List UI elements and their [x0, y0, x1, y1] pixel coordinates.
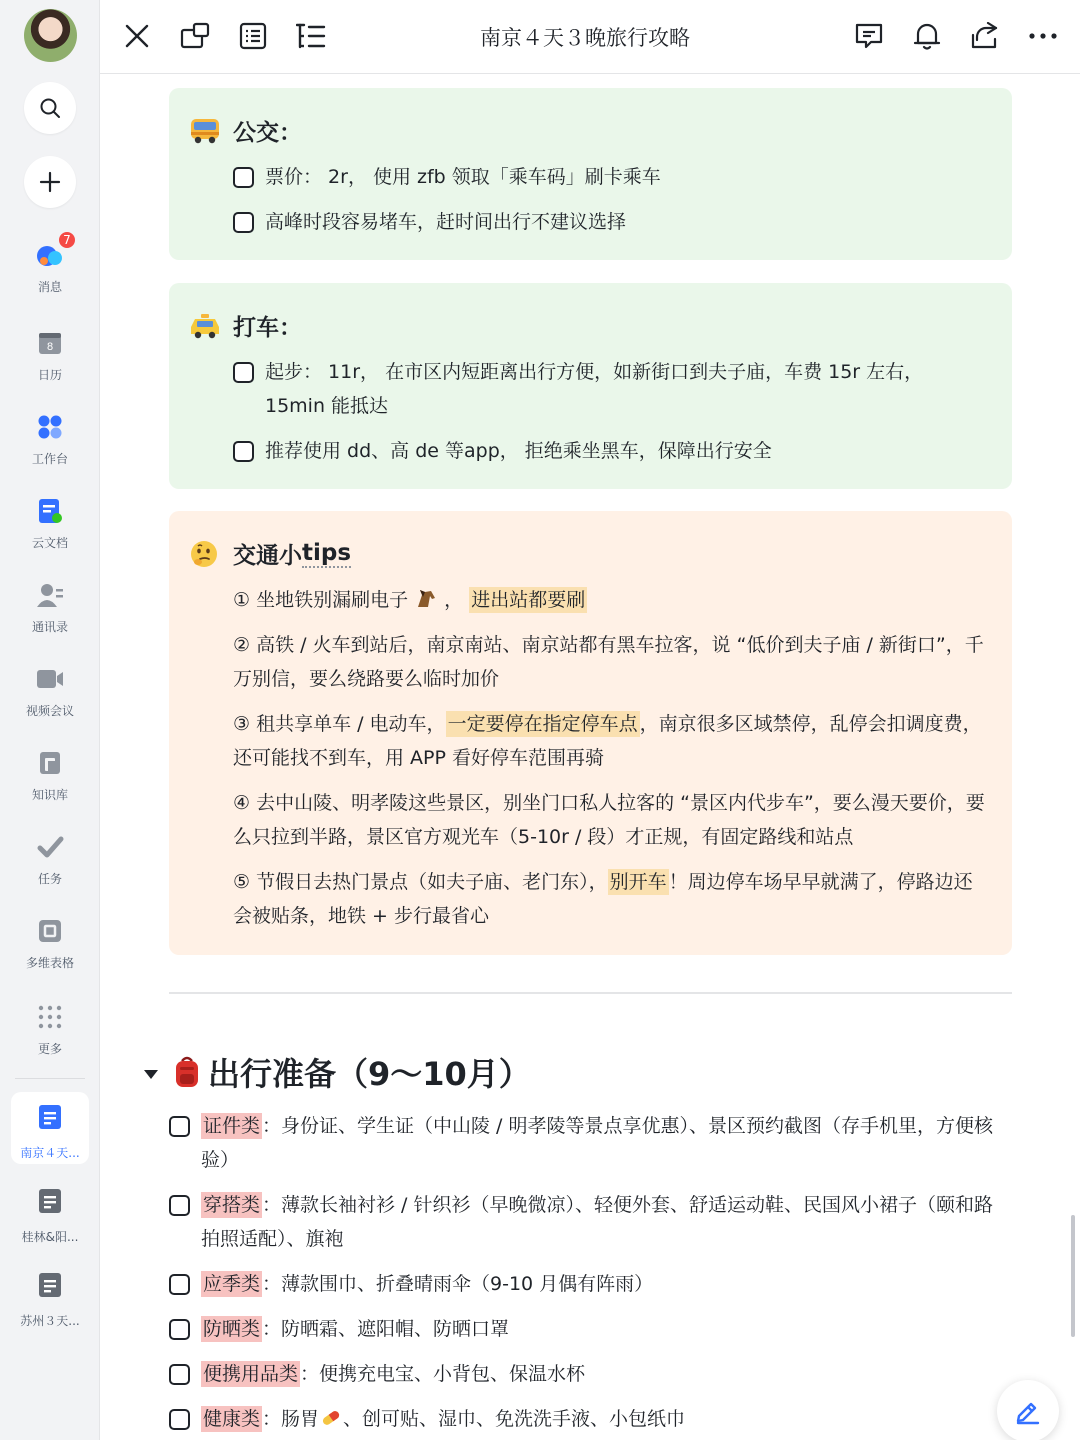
share-icon — [970, 22, 1000, 50]
svg-text:8: 8 — [46, 341, 54, 353]
recent-doc-label: 南京４天... — [20, 1146, 80, 1160]
task-icon — [35, 832, 65, 862]
checklist-item: 便携用品类 ：便携充电宝、小背包、保温水杯 — [169, 1357, 1010, 1391]
callout-transport-tips — [169, 511, 1012, 955]
sidebar-item-label: 消息 — [37, 280, 62, 294]
callout-title-annotated[interactable]: tips — [302, 539, 352, 566]
checklist-item: 票价： 2r， 使用 zfb 领取「乘车码」刷卡乘车 — [233, 160, 972, 194]
callout-bus — [169, 88, 1012, 260]
sidebar-item-label: 更多 — [37, 1042, 62, 1056]
checkbox[interactable] — [233, 212, 254, 233]
checkbox[interactable] — [169, 1364, 190, 1385]
recent-doc-guilin[interactable] — [11, 1176, 89, 1248]
recent-doc-nanjing[interactable] — [11, 1092, 89, 1164]
notifications-button[interactable] — [909, 18, 945, 54]
close-icon — [124, 23, 150, 49]
category-tag: 证件类 — [203, 1115, 261, 1137]
checklist-item: 应季类 ：薄款围巾、折叠晴雨伞（9-10 月偶有阵雨） — [169, 1267, 1010, 1301]
category-tag: 健康类 — [203, 1408, 261, 1430]
avatar[interactable] — [24, 9, 77, 62]
pill-icon — [319, 1408, 343, 1430]
more-options-button[interactable] — [1025, 18, 1061, 54]
contacts-icon — [35, 580, 65, 610]
checklist-item: 防晒类 ：防晒霜、遮阳帽、防晒口罩 — [169, 1312, 1010, 1346]
checkbox[interactable] — [169, 1274, 190, 1295]
tip-item: ⑤ 节假日去热门景点（如夫子庙、老门东）， 别开车 ！周边停车场早早就满了，停路边还会被贴条，地铁 + 步行最省心 — [233, 871, 973, 927]
highlight: 进出站都要刷 — [471, 589, 586, 611]
callout-heading — [189, 114, 302, 147]
checkbox[interactable] — [169, 1195, 190, 1216]
recent-doc-suzhou[interactable] — [11, 1260, 89, 1332]
more-grid-icon — [35, 1002, 65, 1032]
tip-item: ① 坐地铁别漏刷电子 ， 进出站都要刷 — [233, 589, 586, 611]
table-of-contents-button[interactable] — [293, 18, 329, 54]
bus-icon — [189, 117, 223, 145]
callout-taxi — [169, 283, 1012, 489]
sidebar-item-workspace[interactable] — [0, 412, 100, 482]
section-divider — [169, 992, 1012, 994]
section-heading — [144, 1049, 531, 1095]
sidebar-item-video-meeting[interactable] — [0, 664, 100, 734]
pencil-icon — [1014, 1397, 1042, 1425]
left-sidebar — [0, 0, 100, 1440]
recent-doc-label: 桂林&阳... — [21, 1230, 79, 1244]
sidebar-item-label: 知识库 — [31, 788, 68, 802]
sidebar-item-messages[interactable] — [0, 233, 100, 310]
sidebar-item-more[interactable] — [0, 1002, 100, 1072]
outline-button[interactable] — [235, 18, 271, 54]
sidebar-item-label: 任务 — [37, 872, 62, 886]
tree-list-icon — [296, 22, 326, 50]
top-bar — [100, 0, 1080, 74]
category-tag: 便携用品类 — [203, 1363, 299, 1385]
backpack-icon — [172, 1055, 202, 1089]
sidebar-item-label: 视频会议 — [25, 704, 74, 718]
recent-doc-label: 苏州３天... — [20, 1314, 80, 1328]
callout-heading — [189, 537, 351, 570]
tip-item: ④ 去中山陵、明孝陵这些景区，别坐门口私人拉客的 “景区内代步车”，要么漫天要价，要么只拉到半路，景区官方观光车（5-10r / 段）才正规，有固定路线和站点 — [233, 792, 985, 848]
new-window-icon — [180, 22, 210, 50]
share-button[interactable] — [967, 18, 1003, 54]
sidebar-item-base[interactable] — [0, 916, 100, 986]
sidebar-item-contacts[interactable] — [0, 580, 100, 650]
sidebar-item-label: 通讯录 — [31, 620, 68, 634]
doc-icon — [38, 1104, 62, 1134]
document-body — [100, 75, 1080, 1440]
highlight: 别开车 — [609, 871, 667, 893]
category-tag: 穿搭类 — [203, 1194, 261, 1216]
horse-icon — [414, 589, 444, 611]
document-title: 南京４天３晚旅行攻略 — [480, 26, 690, 50]
callout-title: 公交： — [233, 120, 302, 146]
checklist-item: 健康类 ：肠胃 、创可贴、湿巾、免洗洗手液、小包纸巾 — [169, 1402, 1010, 1436]
callout-heading — [189, 309, 302, 342]
bell-icon — [913, 21, 941, 51]
highlight: 一定要停在指定停车点 — [447, 713, 638, 735]
thinking-face-icon — [189, 539, 223, 569]
workspace-icon — [35, 412, 65, 442]
scrollbar[interactable] — [1071, 1215, 1075, 1337]
close-button[interactable] — [119, 18, 155, 54]
checklist-item: 证件类 ：身份证、学生证（中山陵 / 明孝陵等景点享优惠）、景区预约截图（存手机里，方便核验） — [169, 1109, 1010, 1177]
calendar-icon — [35, 328, 65, 358]
comment-icon — [854, 22, 884, 50]
tip-item: ③ 租共享单车 / 电动车， 一定要停在指定停车点 ，南京很多区域禁停，乱停会扣调度费，还可能找不到车，用 APP 看好停车范围再骑 — [233, 713, 982, 769]
section-title: 出行准备（9～10月） — [208, 1055, 531, 1093]
sidebar-divider — [15, 1078, 85, 1079]
category-tag: 防晒类 — [203, 1318, 261, 1340]
checkbox[interactable] — [233, 167, 254, 188]
sidebar-item-cloud-docs[interactable] — [0, 496, 100, 566]
sidebar-item-label: 云文档 — [31, 536, 68, 550]
video-icon — [35, 664, 65, 694]
callout-title: 交通小 — [233, 543, 302, 569]
wiki-icon — [35, 748, 65, 778]
plus-icon — [38, 170, 62, 194]
checkbox[interactable] — [233, 362, 254, 383]
document-outline-icon — [239, 22, 267, 50]
sidebar-item-label: 工作台 — [31, 452, 68, 466]
checklist-item: 起步： 11r， 在市区内短距离出行方便，如新街口到夫子庙，车费 15r 左右， 15min 能抵达 — [233, 355, 972, 423]
search-button[interactable] — [24, 82, 76, 134]
checkbox[interactable] — [169, 1319, 190, 1340]
checkbox[interactable] — [233, 441, 254, 462]
new-window-button[interactable] — [177, 18, 213, 54]
more-horizontal-icon — [1028, 32, 1058, 40]
doc-icon — [38, 1272, 62, 1302]
base-icon — [35, 916, 65, 946]
sidebar-item-calendar[interactable] — [0, 328, 100, 398]
message-icon — [35, 233, 71, 270]
sidebar-item-label: 日历 — [37, 368, 62, 382]
unread-badge: 7 — [57, 230, 77, 250]
checkbox[interactable] — [169, 1409, 190, 1430]
collapse-toggle-icon[interactable] — [144, 1070, 158, 1079]
checkbox[interactable] — [169, 1116, 190, 1137]
checklist-item: 高峰时段容易堵车，赶时间出行不建议选择 — [233, 205, 972, 239]
tip-item: ② 高铁 / 火车到站后，南京南站、南京站都有黑车拉客，说 “低价到夫子庙 / 新街口”，千万别信，要么绕路要么临时加价 — [233, 634, 984, 690]
callout-title: 打车： — [233, 315, 302, 341]
sidebar-item-label: 多维表格 — [25, 956, 74, 970]
add-button[interactable] — [24, 156, 76, 208]
category-tag: 应季类 — [203, 1273, 261, 1295]
search-icon — [38, 96, 62, 120]
comments-button[interactable] — [851, 18, 887, 54]
sidebar-item-tasks[interactable] — [0, 832, 100, 902]
sidebar-item-wiki[interactable] — [0, 748, 100, 818]
taxi-icon — [189, 312, 223, 340]
doc-icon — [38, 1188, 62, 1218]
cloud-doc-icon — [35, 496, 65, 526]
edit-button[interactable] — [997, 1380, 1059, 1440]
checklist-item: 穿搭类 ：薄款长袖衬衫 / 针织衫（早晚微凉）、轻便外套、舒适运动鞋、民国风小裙子（颐和路拍照适配）、旗袍 — [169, 1188, 1010, 1256]
checklist-item: 推荐使用 dd、高 de 等app， 拒绝乘坐黑车，保障出行安全 — [233, 434, 972, 468]
